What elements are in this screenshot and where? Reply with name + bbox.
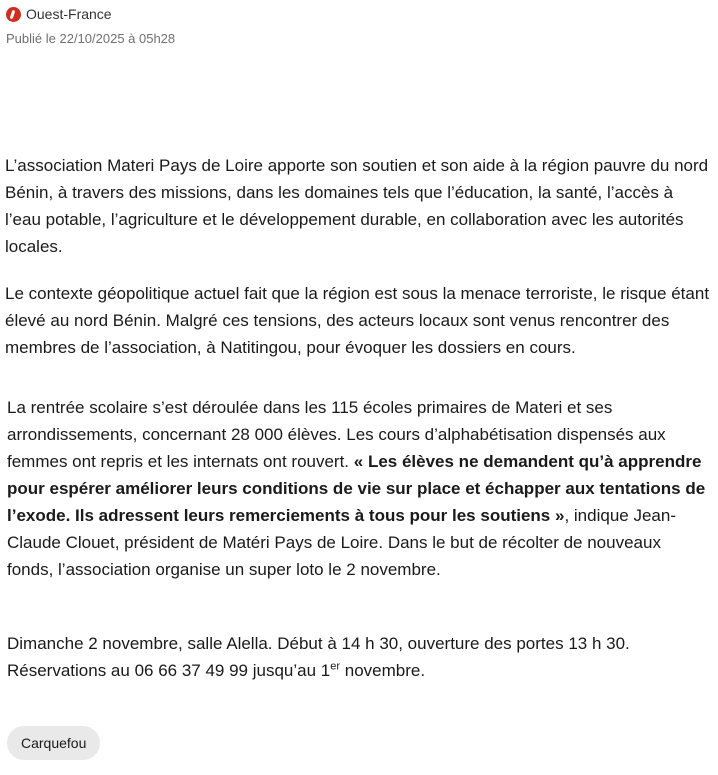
event-text: Dimanche 2 novembre, salle Alella. Début à 14 h 30, ouverture des portes 13 h 30. Réservations au 06 66 37 49 99 jusqu’au 1 (7, 634, 630, 680)
ouest-france-logo-icon (6, 7, 21, 22)
publication-date: Publié le 22/10/2025 à 05h28 (6, 31, 176, 46)
paragraph-context: Le contexte géopolitique actuel fait que la région est sous la menace terroriste, le risque étant élevé au nord Bénin. Malgré ces tensions, des acteurs locaux sont venus rencontrer des membres de l’association, à Natitingou, pour évoquer les dossiers en cours. (5, 284, 710, 357)
paragraph-school (7, 394, 711, 583)
source-header (6, 6, 112, 22)
paragraph-intro: L’association Materi Pays de Loire apporte son soutien et son aide à la région pauvre du nord Bénin, à travers des missions, dans les domaines tels que l’éducation, la santé, l’accès à l’eau potable, l’agriculture et le développement durable, en collaboration avec les autorités locales. (5, 156, 709, 256)
quote-text: « Les élèves ne demandent qu’à apprendre pour espérer améliorer leurs conditions de vie sur place et échapper aux tentations de l’exode. Ils adressent leurs remerciements à tous pour les soutiens » (7, 452, 706, 525)
event-text-end: novembre. (340, 661, 426, 680)
source-name[interactable]: Ouest-France (26, 6, 112, 22)
school-text: La rentrée scolaire s’est déroulée dans les 115 écoles primaires de Materi et ses arrondissements, concernant 28 000 élèves. Les cours d’alphabétisation dispensés aux femmes ont repris et les internats ont rouvert. (7, 398, 666, 471)
paragraph-event (7, 630, 711, 684)
ordinal-superscript: er (330, 660, 341, 673)
attribution-text: , indique Jean-Claude Clouet, président de Matéri Pays de Loire. Dans le but de récolter de nouveaux fonds, l’association organise un super loto le 2 novembre. (7, 506, 676, 579)
location-tag[interactable]: Carquefou (7, 726, 100, 760)
